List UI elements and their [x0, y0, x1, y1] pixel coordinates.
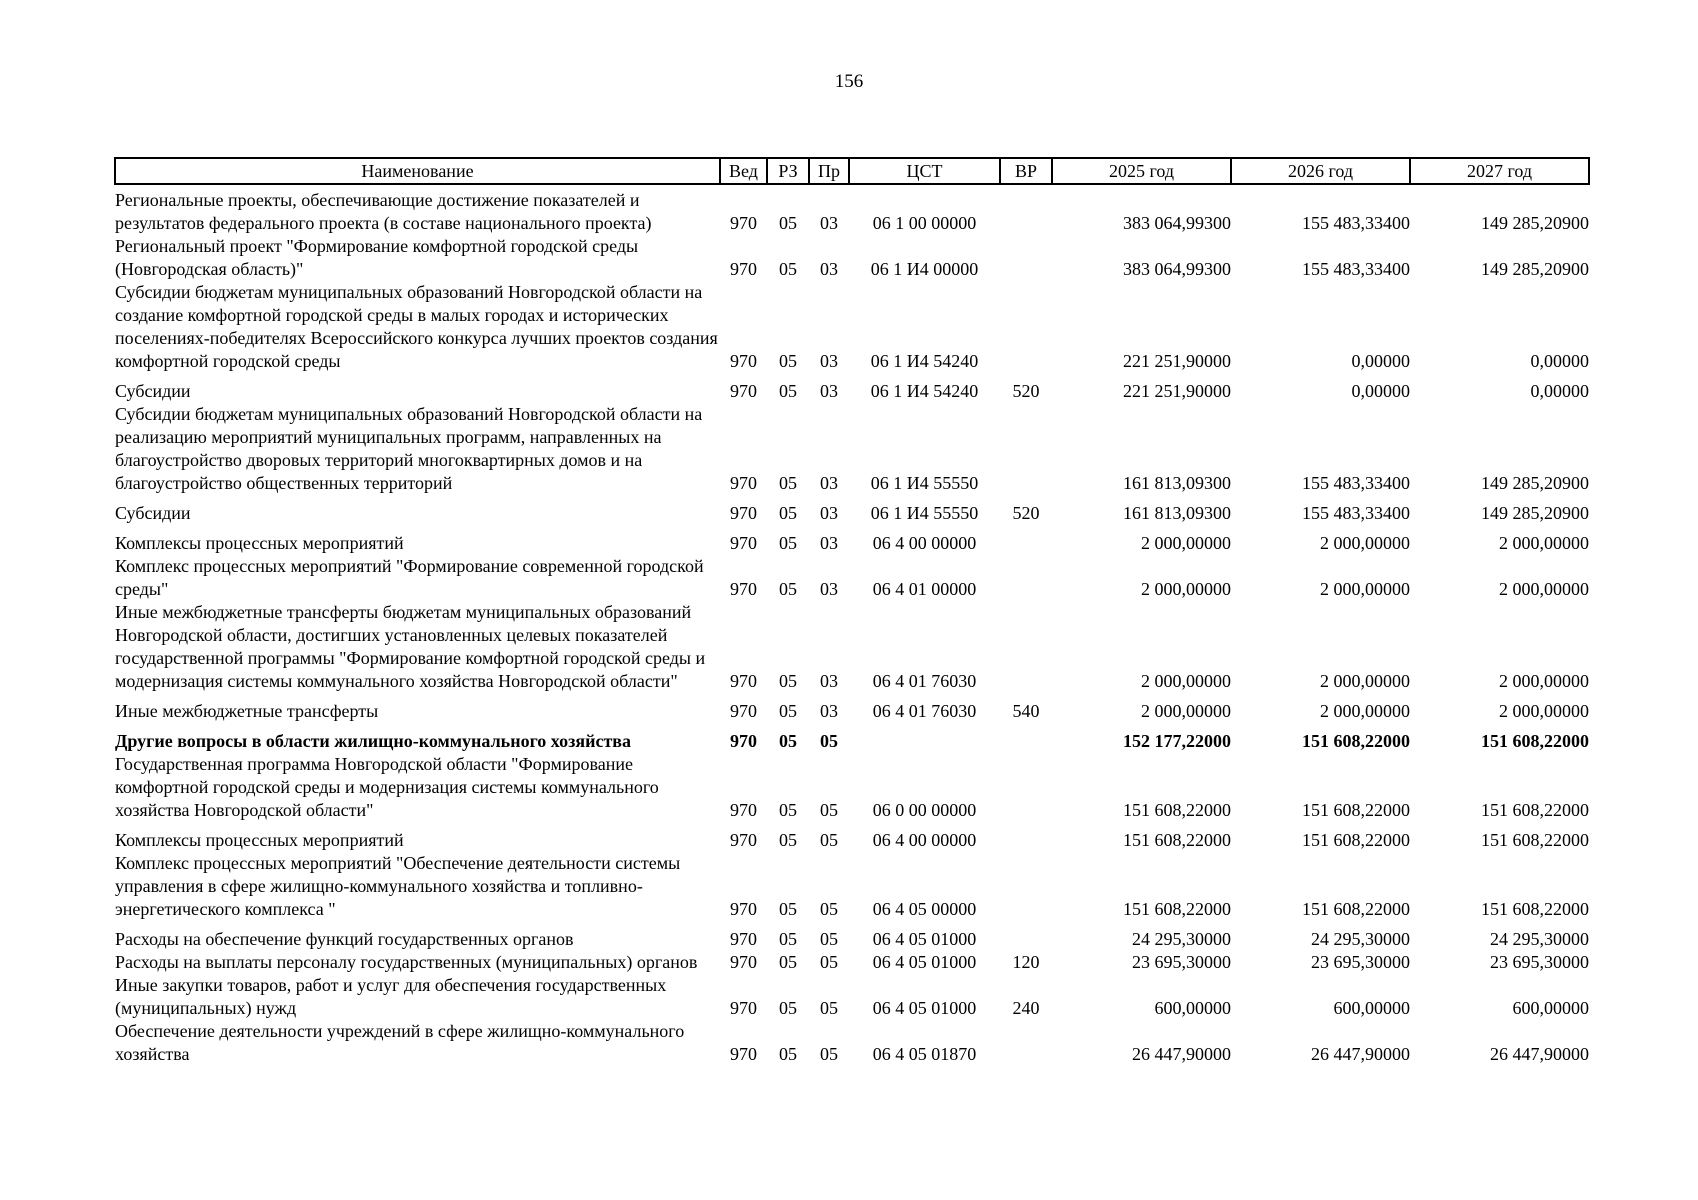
cell-2027: 151 608,22000 — [1481, 731, 1589, 751]
cell-cst: 06 1 И4 55550 — [870, 503, 979, 523]
cell-rz: 05 — [779, 899, 797, 919]
cell-pr: 03 — [820, 671, 838, 691]
cell-rz: 05 — [779, 830, 797, 850]
cell-vr — [1000, 921, 1052, 951]
header-rz: РЗ — [767, 158, 809, 184]
cell-ved: 970 — [730, 473, 757, 493]
cell-rz: 05 — [779, 671, 797, 691]
cell-name: Обеспечение деятельности учреждений в сфере жилищно-коммунального хозяйства — [115, 1021, 685, 1064]
cell-2025: 221 251,90000 — [1123, 381, 1231, 401]
cell-2027: 149 285,20900 — [1481, 473, 1589, 493]
cell-ved: 970 — [730, 533, 757, 553]
table-row — [115, 281, 1589, 373]
cell-ved: 970 — [730, 899, 757, 919]
cell-pr: 03 — [820, 213, 838, 233]
cell-2027: 149 285,20900 — [1481, 213, 1589, 233]
cell-name: Иные закупки товаров, работ и услуг для обеспечения государственных (муниципальных) нужд — [115, 975, 667, 1018]
cell-ved: 970 — [730, 952, 757, 972]
cell-2026: 155 483,33400 — [1302, 213, 1410, 233]
cell-ved: 970 — [730, 503, 757, 523]
cell-rz: 05 — [779, 473, 797, 493]
cell-2026: 2 000,00000 — [1320, 701, 1410, 721]
cell-pr: 03 — [820, 259, 838, 279]
table-row — [115, 235, 1589, 281]
cell-pr: 03 — [820, 351, 838, 371]
header-pr: Пр — [809, 158, 849, 184]
cell-rz: 05 — [779, 503, 797, 523]
cell-2026: 2 000,00000 — [1320, 533, 1410, 553]
cell-vr — [1000, 601, 1052, 693]
table-row — [115, 403, 1589, 495]
cell-vr: 520 — [1012, 381, 1040, 401]
cell-2026: 0,00000 — [1351, 351, 1410, 371]
cell-name: Комплекс процессных мероприятий "Обеспечение деятельности системы управления в сфере жилищно-коммунального хозяйства и топливно-энергетического комплекса " — [115, 853, 681, 919]
cell-vr: 240 — [1012, 998, 1040, 1018]
cell-name: Иные межбюджетные трансферты бюджетам муниципальных образований Новгородской области, достигших установленных целевых показателей государственной программы "Формирование комфортной городской среды и модернизация системы коммунального хозяйства Новгородской области" — [115, 602, 706, 691]
cell-2025: 383 064,99300 — [1123, 259, 1231, 279]
cell-2026: 151 608,22000 — [1302, 800, 1410, 820]
cell-2025: 2 000,00000 — [1141, 701, 1231, 721]
cell-ved: 970 — [730, 351, 757, 371]
table-row — [115, 951, 1589, 974]
cell-vr — [1000, 822, 1052, 852]
table-row — [115, 184, 1589, 235]
table-row — [115, 693, 1589, 723]
cell-2026: 155 483,33400 — [1302, 503, 1410, 523]
cell-2027: 0,00000 — [1530, 351, 1589, 371]
cell-cst: 06 4 01 00000 — [872, 579, 977, 599]
header-2026: 2026 год — [1231, 158, 1410, 184]
table-row — [115, 555, 1589, 601]
cell-name: Субсидии — [115, 381, 191, 401]
table-row — [115, 822, 1589, 852]
cell-name: Субсидии — [115, 503, 191, 523]
cell-pr: 03 — [820, 503, 838, 523]
cell-rz: 05 — [779, 929, 797, 949]
table-row — [115, 495, 1589, 525]
cell-cst: 06 4 05 01000 — [872, 929, 977, 949]
cell-cst: 06 4 05 01000 — [872, 952, 977, 972]
cell-name: Расходы на обеспечение функций государственных органов — [115, 929, 574, 949]
cell-2027: 151 608,22000 — [1481, 899, 1589, 919]
cell-2026: 600,00000 — [1333, 998, 1410, 1018]
cell-name: Региональный проект "Формирование комфортной городской среды (Новгородская область)" — [115, 236, 639, 279]
table-body — [115, 184, 1589, 1066]
cell-2025: 600,00000 — [1154, 998, 1231, 1018]
cell-vr — [1000, 184, 1052, 235]
cell-pr: 03 — [820, 579, 838, 599]
cell-ved: 970 — [730, 1044, 757, 1064]
cell-pr: 05 — [820, 929, 838, 949]
cell-vr: 120 — [1012, 952, 1040, 972]
cell-2027: 2 000,00000 — [1499, 533, 1589, 553]
cell-vr: 520 — [1012, 503, 1040, 523]
table-row — [115, 373, 1589, 403]
cell-pr: 03 — [820, 533, 838, 553]
cell-ved: 970 — [730, 671, 757, 691]
cell-rz: 05 — [779, 998, 797, 1018]
cell-ved: 970 — [730, 800, 757, 820]
cell-2027: 26 447,90000 — [1490, 1044, 1589, 1064]
cell-pr: 05 — [820, 899, 838, 919]
cell-2027: 2 000,00000 — [1499, 671, 1589, 691]
cell-name: Государственная программа Новгородской области "Формирование комфортной городской среды и модернизация системы коммунального хозяйства Новгородской области" — [115, 754, 659, 820]
cell-2027: 151 608,22000 — [1481, 830, 1589, 850]
table-row — [115, 601, 1589, 693]
cell-2025: 221 251,90000 — [1123, 351, 1231, 371]
cell-rz: 05 — [779, 381, 797, 401]
header-name: Наименование — [115, 158, 720, 184]
cell-name: Региональные проекты, обеспечивающие достижение показателей и результатов федерального проекта (в составе национального проекта) — [115, 190, 652, 233]
cell-cst: 06 4 00 00000 — [872, 533, 977, 553]
cell-vr: 540 — [1012, 701, 1040, 721]
cell-2025: 2 000,00000 — [1141, 579, 1231, 599]
cell-2025: 26 447,90000 — [1132, 1044, 1231, 1064]
cell-name: Комплекс процессных мероприятий "Формирование современной городской среды" — [115, 556, 704, 599]
cell-2026: 155 483,33400 — [1302, 259, 1410, 279]
cell-2026: 2 000,00000 — [1320, 579, 1410, 599]
cell-vr — [1000, 403, 1052, 495]
cell-pr: 03 — [820, 381, 838, 401]
cell-rz: 05 — [779, 533, 797, 553]
cell-rz: 05 — [779, 351, 797, 371]
cell-2027: 600,00000 — [1512, 998, 1589, 1018]
table-header-row — [115, 158, 1589, 184]
budget-table — [114, 157, 1590, 1066]
cell-cst: 06 4 05 01000 — [872, 998, 977, 1018]
cell-name: Субсидии бюджетам муниципальных образований Новгородской области на создание комфортной городской среды в малых городах и исторических поселениях-победителях Всероссийского конкурса лучших проектов создания комфортной городской среды — [115, 282, 718, 371]
cell-2026: 151 608,22000 — [1302, 899, 1410, 919]
cell-ved: 970 — [730, 830, 757, 850]
cell-ved: 970 — [730, 213, 757, 233]
cell-pr: 05 — [820, 998, 838, 1018]
cell-pr: 05 — [820, 952, 838, 972]
cell-vr — [1000, 525, 1052, 555]
cell-rz: 05 — [779, 213, 797, 233]
cell-name: Комплексы процессных мероприятий — [115, 533, 404, 553]
cell-rz: 05 — [779, 259, 797, 279]
cell-2026: 26 447,90000 — [1311, 1044, 1410, 1064]
header-2027: 2027 год — [1410, 158, 1589, 184]
header-2025: 2025 год — [1052, 158, 1231, 184]
cell-rz: 05 — [779, 952, 797, 972]
cell-cst: 06 1 И4 00000 — [870, 259, 979, 279]
cell-2025: 23 695,30000 — [1132, 952, 1231, 972]
table-row — [115, 1020, 1589, 1066]
cell-ved: 970 — [730, 929, 757, 949]
cell-rz: 05 — [779, 579, 797, 599]
cell-cst: 06 1 И4 54240 — [870, 351, 979, 371]
cell-2025: 151 608,22000 — [1123, 830, 1231, 850]
cell-rz: 05 — [779, 1044, 797, 1064]
cell-ved: 970 — [730, 998, 757, 1018]
cell-2025: 2 000,00000 — [1141, 533, 1231, 553]
cell-vr — [1000, 281, 1052, 373]
cell-2025: 151 608,22000 — [1123, 899, 1231, 919]
table-row — [115, 525, 1589, 555]
cell-ved: 970 — [730, 259, 757, 279]
cell-cst: 06 1 00 00000 — [872, 213, 977, 233]
cell-cst: 06 1 И4 54240 — [870, 381, 979, 401]
cell-vr — [1000, 1020, 1052, 1066]
cell-vr — [1000, 723, 1052, 753]
cell-ved: 970 — [730, 701, 757, 721]
cell-2026: 155 483,33400 — [1302, 473, 1410, 493]
table-row — [115, 723, 1589, 753]
cell-name: Субсидии бюджетам муниципальных образований Новгородской области на реализацию мероприятий муниципальных программ, направленных на благоустройство дворовых территорий многоквартирных домов и на благоустройство общественных территорий — [115, 404, 703, 493]
cell-cst: 06 4 01 76030 — [872, 701, 977, 721]
cell-2025: 24 295,30000 — [1132, 929, 1231, 949]
header-vr: ВР — [1000, 158, 1052, 184]
cell-2025: 383 064,99300 — [1123, 213, 1231, 233]
cell-rz: 05 — [779, 701, 797, 721]
cell-cst — [849, 723, 1000, 753]
cell-2027: 149 285,20900 — [1481, 503, 1589, 523]
cell-2025: 161 813,09300 — [1123, 503, 1231, 523]
cell-2025: 2 000,00000 — [1141, 671, 1231, 691]
header-ved: Вед — [720, 158, 767, 184]
cell-vr — [1000, 852, 1052, 921]
cell-vr — [1000, 753, 1052, 822]
cell-2027: 2 000,00000 — [1499, 579, 1589, 599]
cell-rz: 05 — [779, 731, 797, 751]
cell-2026: 151 608,22000 — [1302, 731, 1410, 751]
cell-name: Другие вопросы в области жилищно-коммунального хозяйства — [115, 731, 632, 751]
table-row — [115, 852, 1589, 921]
cell-cst: 06 4 05 01870 — [872, 1044, 977, 1064]
cell-2026: 151 608,22000 — [1302, 830, 1410, 850]
header-cst: ЦСТ — [849, 158, 1000, 184]
cell-vr — [1000, 235, 1052, 281]
cell-2026: 24 295,30000 — [1311, 929, 1410, 949]
cell-name: Иные межбюджетные трансферты — [115, 701, 379, 721]
cell-2025: 151 608,22000 — [1123, 800, 1231, 820]
cell-2027: 151 608,22000 — [1481, 800, 1589, 820]
cell-cst: 06 1 И4 55550 — [870, 473, 979, 493]
cell-ved: 970 — [730, 579, 757, 599]
page-number: 156 — [834, 71, 864, 92]
cell-2027: 2 000,00000 — [1499, 701, 1589, 721]
cell-2026: 2 000,00000 — [1320, 671, 1410, 691]
cell-pr: 03 — [820, 701, 838, 721]
table-row — [115, 974, 1589, 1020]
cell-rz: 05 — [779, 800, 797, 820]
table-row — [115, 921, 1589, 951]
cell-name: Комплексы процессных мероприятий — [115, 830, 404, 850]
cell-pr: 05 — [820, 830, 838, 850]
cell-pr: 05 — [820, 1044, 838, 1064]
cell-2026: 23 695,30000 — [1311, 952, 1410, 972]
cell-pr: 03 — [820, 473, 838, 493]
cell-ved: 970 — [730, 731, 757, 751]
cell-2027: 23 695,30000 — [1490, 952, 1589, 972]
cell-cst: 06 4 05 00000 — [872, 899, 977, 919]
cell-2025: 152 177,22000 — [1123, 731, 1231, 751]
cell-2026: 0,00000 — [1351, 381, 1410, 401]
cell-vr — [1000, 555, 1052, 601]
cell-cst: 06 4 01 76030 — [872, 671, 977, 691]
cell-cst: 06 4 00 00000 — [872, 830, 977, 850]
cell-pr: 05 — [820, 800, 838, 820]
cell-name: Расходы на выплаты персоналу государственных (муниципальных) органов — [115, 952, 698, 972]
cell-pr: 05 — [820, 731, 838, 751]
cell-cst: 06 0 00 00000 — [872, 800, 977, 820]
cell-2027: 0,00000 — [1530, 381, 1589, 401]
cell-2027: 149 285,20900 — [1481, 259, 1589, 279]
cell-2025: 161 813,09300 — [1123, 473, 1231, 493]
cell-ved: 970 — [730, 381, 757, 401]
table-row — [115, 753, 1589, 822]
cell-2027: 24 295,30000 — [1490, 929, 1589, 949]
